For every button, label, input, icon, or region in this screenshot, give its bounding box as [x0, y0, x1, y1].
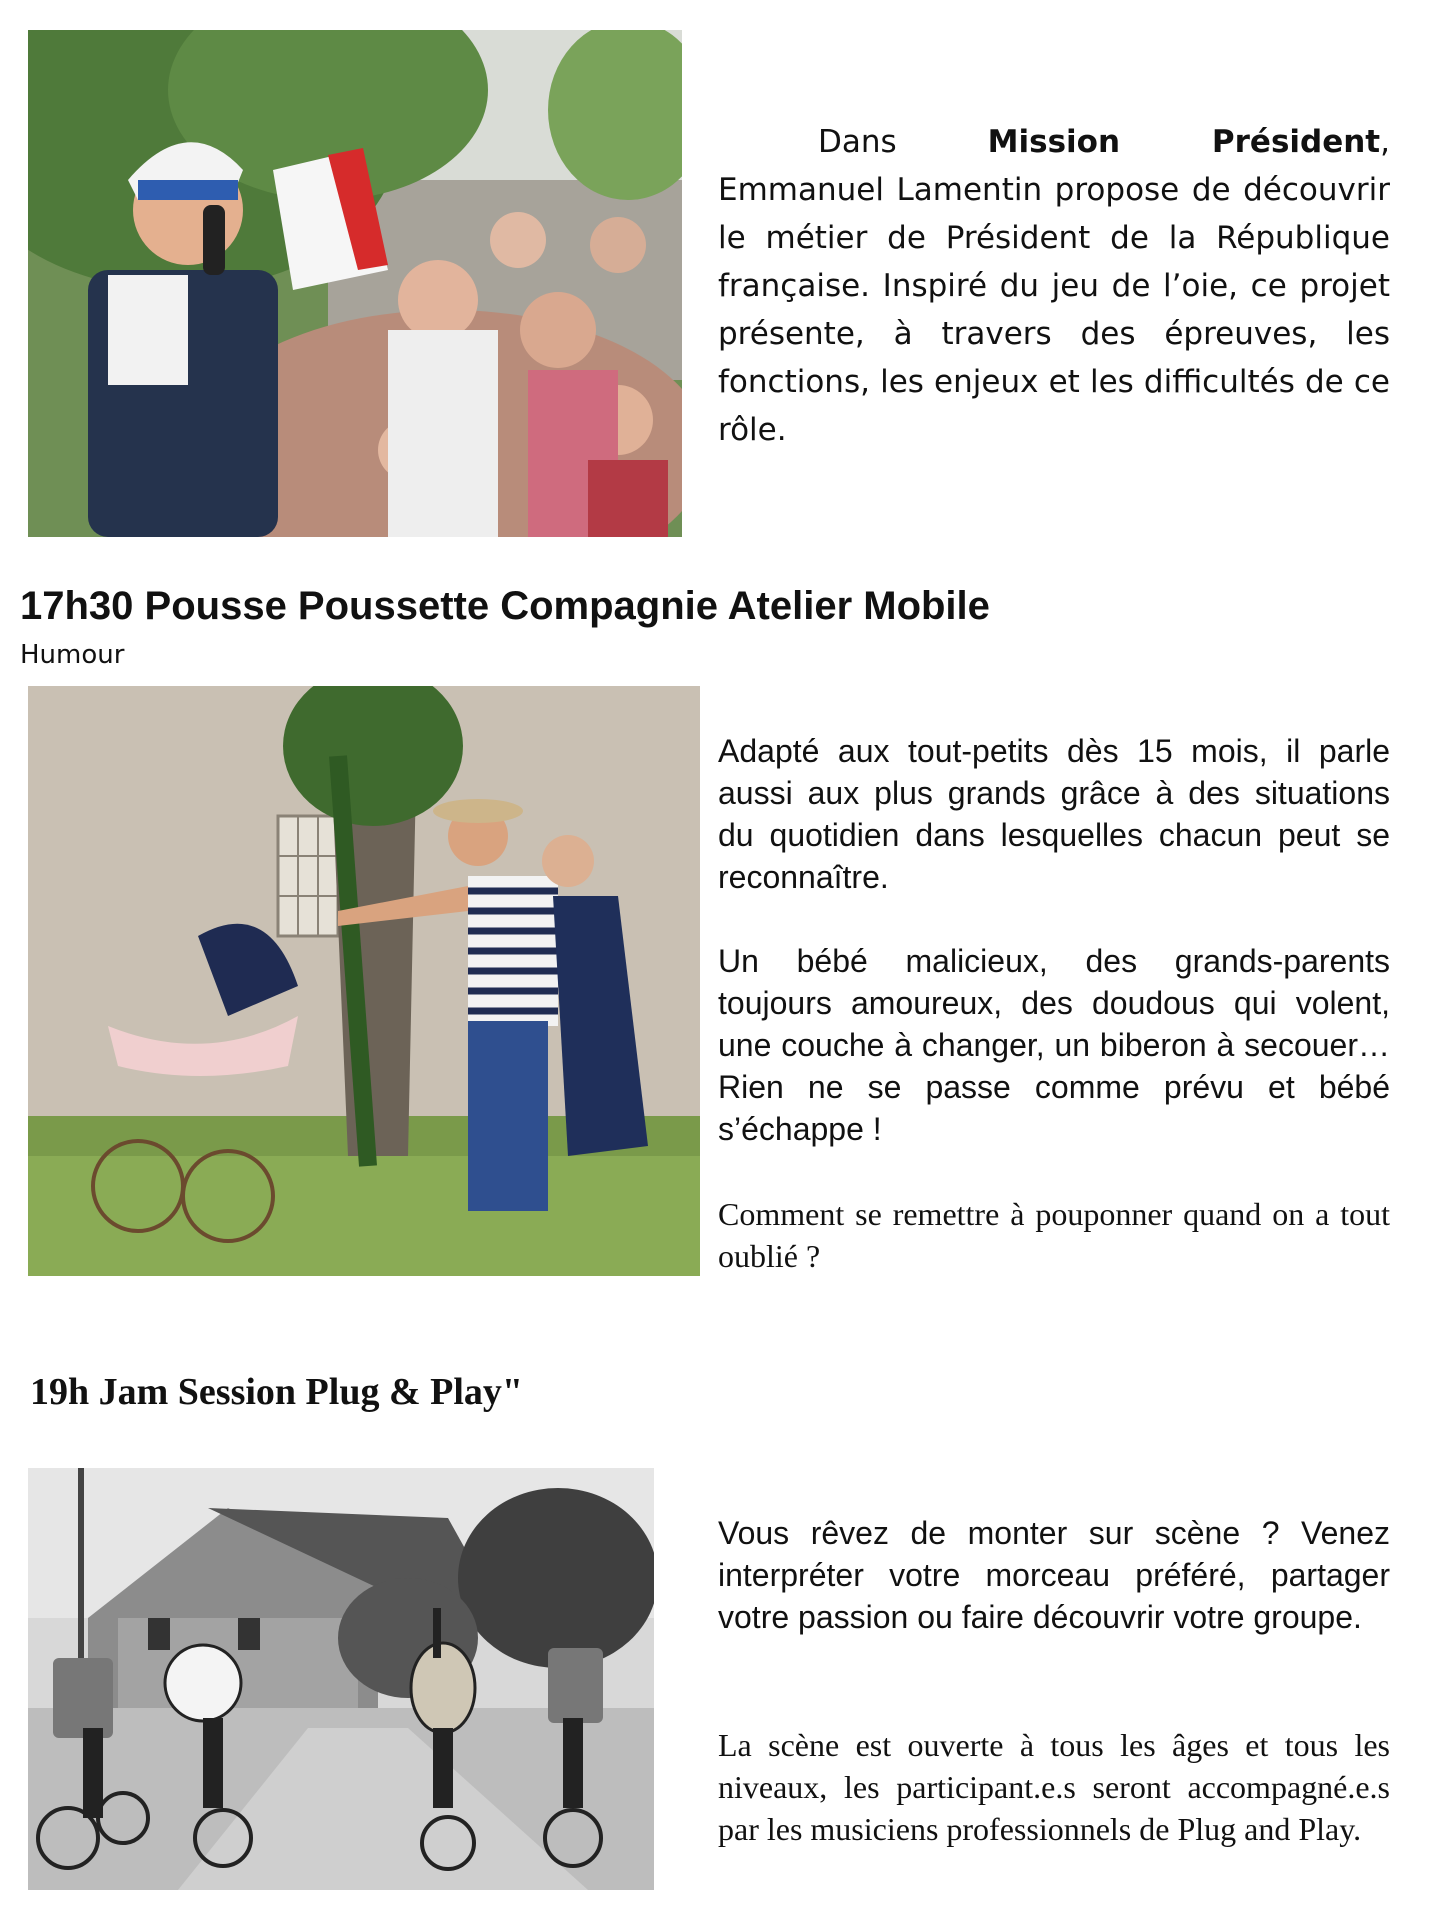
genre-label: Humour [20, 640, 125, 670]
pousse-poussette-paragraph-3: Comment se remettre à pouponner quand on a tout oublié ? [718, 1196, 1390, 1274]
jam-session-paragraph-1: Vous rêvez de monter sur scène ? Venez interpréter votre morceau préféré, partager votre passion ou faire découvrir votre groupe. [718, 1515, 1390, 1635]
photo-mission-president [28, 30, 682, 537]
heading-jam-session: 19h Jam Session Plug & Play" [30, 1371, 523, 1413]
show-title-mission-president: Mission Président [987, 124, 1381, 160]
pousse-poussette-paragraph-2: Un bébé malicieux, des grands-parents toujours amoureux, des doudous qui volent, une couche à changer, un biberon à secouer… Rien ne se passe comme prévu et bébé s’échappe ! [718, 943, 1390, 1147]
description-text-end: , Emmanuel Lamentin propose de découvrir le métier de Président de la République française. Inspiré du jeu de l’oie, ce projet présente, à travers des épreuves, les fonctions, les enjeux et les difficultés de ce rôle. [718, 124, 1390, 448]
photo-jam-session [28, 1468, 654, 1890]
pousse-poussette-paragraph-1: Adapté aux tout-petits dès 15 mois, il parle aussi aux plus grands grâce à des situations du quotidien dans lesquelles chacun peut se reconnaître. [718, 733, 1390, 895]
jam-session-paragraph-2: La scène est ouverte à tous les âges et tous les niveaux, les participant.e.s seront accompagné.e.s par les musiciens professionnels de Plug and Play. [718, 1727, 1390, 1847]
photo-pousse-poussette [28, 686, 700, 1276]
description-text-start: Dans [818, 124, 988, 160]
heading-pousse-poussette: 17h30 Pousse Poussette Compagnie Atelier Mobile [20, 584, 990, 628]
mission-president-description [718, 118, 1390, 454]
